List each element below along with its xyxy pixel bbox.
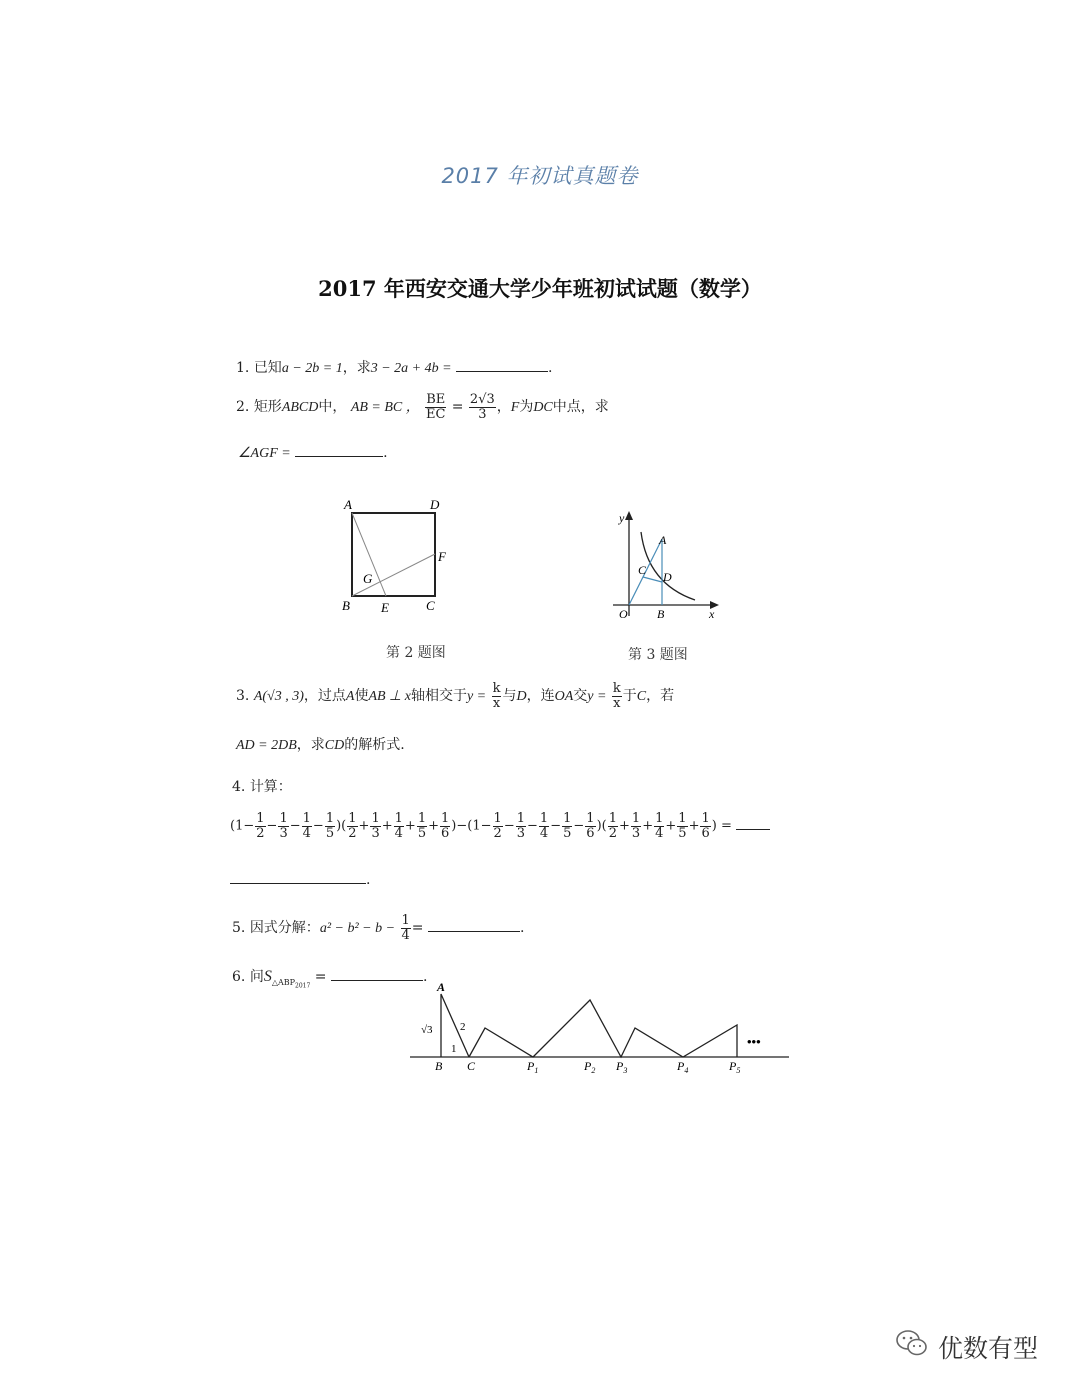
fig2-label-e: E — [381, 600, 389, 615]
fig6-ellipsis: ••• — [747, 1034, 761, 1049]
q4-frac-b1: $\frac{1}{2}$ — [348, 811, 357, 841]
q6-sub: △ABP — [271, 977, 296, 987]
fig3-label-b: B — [657, 607, 665, 621]
q2-text-d: 为 — [519, 399, 534, 416]
fig2-label-g: G — [363, 571, 373, 586]
fig2-label-a: A — [344, 497, 352, 512]
wechat-icon — [895, 1328, 929, 1358]
q6-subsub: 2017 — [295, 982, 311, 990]
q5-expression: a² − b² − b − — [319, 921, 396, 937]
q4-frac-b4: $\frac{1}{5}$ — [417, 811, 427, 841]
q4-frac-d3: $\frac{1}{4}$ — [655, 811, 664, 841]
q1-answer-blank[interactable] — [456, 371, 548, 372]
figure-2-caption: 第 2 题图 — [386, 645, 446, 661]
question-2-line-2 — [238, 445, 388, 462]
fig6-label-b: B — [435, 1059, 443, 1073]
q3-cd: CD — [324, 738, 345, 753]
figure-6 — [405, 980, 795, 1075]
fig6-zigzag — [469, 1000, 737, 1057]
q1-expression: 3 − 2a + 4b = — [370, 361, 452, 376]
q5-equals: = — [411, 920, 424, 937]
figure-3 — [605, 508, 730, 623]
q3-d: D — [516, 689, 527, 705]
q5-number: 5. — [232, 920, 246, 937]
fig3-label-c: C — [638, 563, 647, 577]
q2-ratio — [425, 393, 446, 421]
fig6-label-p2: $P_2$ — [584, 1059, 596, 1075]
question-1 — [236, 357, 552, 377]
q5-end: . — [519, 920, 525, 937]
q3-ab: AB ⊥ x — [368, 689, 411, 705]
q4-expression: (1− $\frac{1}{2}$ − $\frac{1}{3}$ − $\frac{1}{4}$ − $\frac{1}{5}$ )( $\frac{1}{2}$ + $\frac{1}{3}$ + $\frac{1}{4}$ + $\frac{1}{5}$ + $\frac{1}{6}$ )−(1− $\frac{1}{2}$ − $\frac{1}{3}$ − $\frac{1}{4}$ − $\frac{1}{5}$ − $\frac{1}{6}$ )( $\frac{1}{2}$ + $\frac{1}{3}$ + $\frac{1}{4}$ + $\frac{1}{5}$ + $\frac{1}{6}$ ) = — [230, 812, 770, 840]
q6-end: . — [422, 969, 428, 985]
q4-frac-c2: $\frac{1}{3}$ — [516, 811, 525, 841]
question-3-line-2 — [236, 734, 405, 754]
q6-number: 6. — [232, 969, 246, 985]
q5-answer-blank[interactable] — [428, 931, 520, 932]
q3-x: x — [492, 695, 501, 711]
fig6-label-p5: $P_5$ — [729, 1059, 741, 1075]
fig3-label-y: y — [619, 511, 625, 525]
q3-text-a: ，过点 — [303, 688, 346, 705]
fig3-y-arrow — [625, 511, 633, 520]
q4-frac-d5: $\frac{1}{6}$ — [701, 811, 710, 841]
q5-fraction — [401, 914, 411, 942]
q5-frac-den: 4 — [401, 927, 410, 943]
fig6-label-a: A — [437, 980, 446, 994]
q3-a: A — [345, 689, 355, 705]
q3-c: C — [636, 689, 647, 705]
q2-condition: AB = BC ， — [350, 400, 420, 416]
q4-answer-blank[interactable] — [230, 883, 366, 884]
question-5 — [232, 914, 524, 942]
question-2 — [236, 393, 609, 421]
q4-text: 计算： — [249, 779, 292, 795]
q5-text: 因式分解： — [249, 920, 320, 937]
q2-value-den: 3 — [478, 406, 487, 422]
question-3 — [236, 682, 674, 710]
q3-condition: AD = 2DB — [236, 738, 297, 753]
q2-text-b: 中， — [318, 399, 347, 416]
q4-one-b: 1 — [472, 818, 481, 834]
q2-angle: ∠AGF = — [238, 446, 291, 461]
q2-value-num: 2√3 — [469, 392, 495, 407]
fig3-line-cd — [643, 577, 662, 582]
q3-k-over-x-2 — [612, 682, 622, 710]
fig6-label-p4: $P_4$ — [677, 1059, 689, 1075]
q4-frac-c1: $\frac{1}{2}$ — [493, 811, 502, 841]
exam-title: 2017 年西安交通大学少年班初试试题（数学） — [318, 276, 762, 301]
q3-text-e: ，连 — [526, 688, 555, 705]
fig2-label-d: D — [430, 497, 440, 512]
fig3-label-a: A — [659, 533, 667, 547]
q4-frac-c3: $\frac{1}{4}$ — [539, 811, 549, 841]
q2-ratio-num: BE — [426, 392, 446, 407]
q2-f: F — [510, 400, 520, 416]
fig6-label-1: 1 — [451, 1043, 457, 1055]
q1-text: 已知 — [253, 360, 282, 376]
q6-s: S — [263, 968, 272, 985]
q4-frac-a1: $\frac{1}{2}$ — [256, 811, 265, 841]
q2-rect: ABCD — [281, 400, 319, 416]
q3-text-d: 与 — [502, 688, 517, 705]
q4-one-a: 1 — [235, 818, 244, 834]
q4-frac-a2: $\frac{1}{3}$ — [279, 811, 288, 841]
q3-k-over-x — [492, 682, 502, 710]
q3-text-g: 于 — [622, 688, 637, 705]
q1-text-b: ，求 — [342, 360, 371, 376]
q4-frac-b3: $\frac{1}{4}$ — [394, 811, 403, 841]
q4-frac-c5: $\frac{1}{6}$ — [586, 811, 595, 841]
q2-number: 2. — [236, 399, 250, 416]
q3-text-i: ，求 — [296, 737, 325, 753]
fig2-label-b: B — [342, 598, 350, 613]
q4-frac-d2: $\frac{1}{3}$ — [631, 811, 641, 841]
q3-k-2: k — [612, 681, 621, 696]
fig3-label-o: O — [619, 607, 628, 621]
figure-3-caption: 第 3 题图 — [628, 647, 688, 663]
q4-frac-d4: $\frac{1}{5}$ — [678, 811, 687, 841]
q3-y-eq: y = — [466, 689, 487, 705]
q3-text-f: 交 — [573, 688, 588, 705]
q2-ratio-den: EC — [426, 406, 446, 422]
q2-text-c: ， — [496, 399, 511, 416]
q3-point: A(√3 , 3) — [253, 689, 304, 705]
q4-number: 4. — [232, 779, 246, 795]
q4-end: . — [366, 872, 371, 888]
q2-equals: = — [451, 399, 464, 416]
q4-answer-blank-start[interactable] — [736, 829, 770, 830]
q3-k: k — [492, 681, 501, 696]
fig3-label-d: D — [663, 570, 672, 584]
q3-text-b: 使 — [354, 688, 369, 705]
q3-oa: OA — [554, 689, 574, 705]
q6-equals: = — [314, 969, 327, 985]
q6-text: 问 — [249, 969, 264, 985]
fig6-label-2: 2 — [460, 1021, 466, 1033]
fig3-label-x: x — [709, 607, 715, 621]
q4-answer-line — [230, 872, 370, 888]
fig6-label-c: C — [467, 1059, 476, 1073]
q3-x-2: x — [613, 695, 621, 711]
q4-frac-c4: $\frac{1}{5}$ — [563, 811, 572, 841]
q4-frac-a3: $\frac{1}{4}$ — [302, 811, 311, 841]
q2-value — [469, 393, 496, 421]
q3-number: 3. — [236, 688, 250, 705]
q5-frac-num: 1 — [401, 913, 410, 928]
question-4 — [232, 776, 292, 796]
q1-end: . — [548, 360, 553, 376]
q2-end: . — [383, 445, 388, 461]
watermark-text: 优数有型 — [938, 1334, 1039, 1363]
q2-answer-blank[interactable] — [295, 456, 383, 457]
fig6-label-p1: $P_1$ — [527, 1059, 539, 1075]
q4-frac-a4: $\frac{1}{5}$ — [325, 811, 335, 841]
q1-condition: a − 2b = 1 — [281, 361, 343, 376]
fig2-label-f: F — [438, 549, 446, 564]
q3-y-eq-2: y = — [587, 689, 607, 705]
q1-number: 1. — [236, 360, 250, 376]
question-6 — [232, 966, 427, 989]
section-header: 2017 年初试真题卷 — [441, 164, 639, 188]
fig6-label-sqrt3: √3 — [421, 1024, 433, 1036]
q3-text-c: 轴相交于 — [410, 688, 467, 705]
q2-text: 矩形 — [253, 399, 282, 416]
fig6-label-p3: $P_3$ — [616, 1059, 628, 1075]
fig2-label-c: C — [426, 598, 435, 613]
q3-text-h: ，若 — [646, 688, 675, 705]
q4-frac-b2: $\frac{1}{3}$ — [371, 811, 380, 841]
q4-frac-b5: $\frac{1}{6}$ — [441, 811, 450, 841]
q4-frac-d1: $\frac{1}{2}$ — [608, 811, 617, 841]
q3-text-j: 的解析式. — [344, 737, 405, 753]
figure-2 — [330, 495, 460, 620]
q2-dc: DC — [533, 400, 553, 416]
q2-text-e: 中点，求 — [552, 399, 609, 416]
